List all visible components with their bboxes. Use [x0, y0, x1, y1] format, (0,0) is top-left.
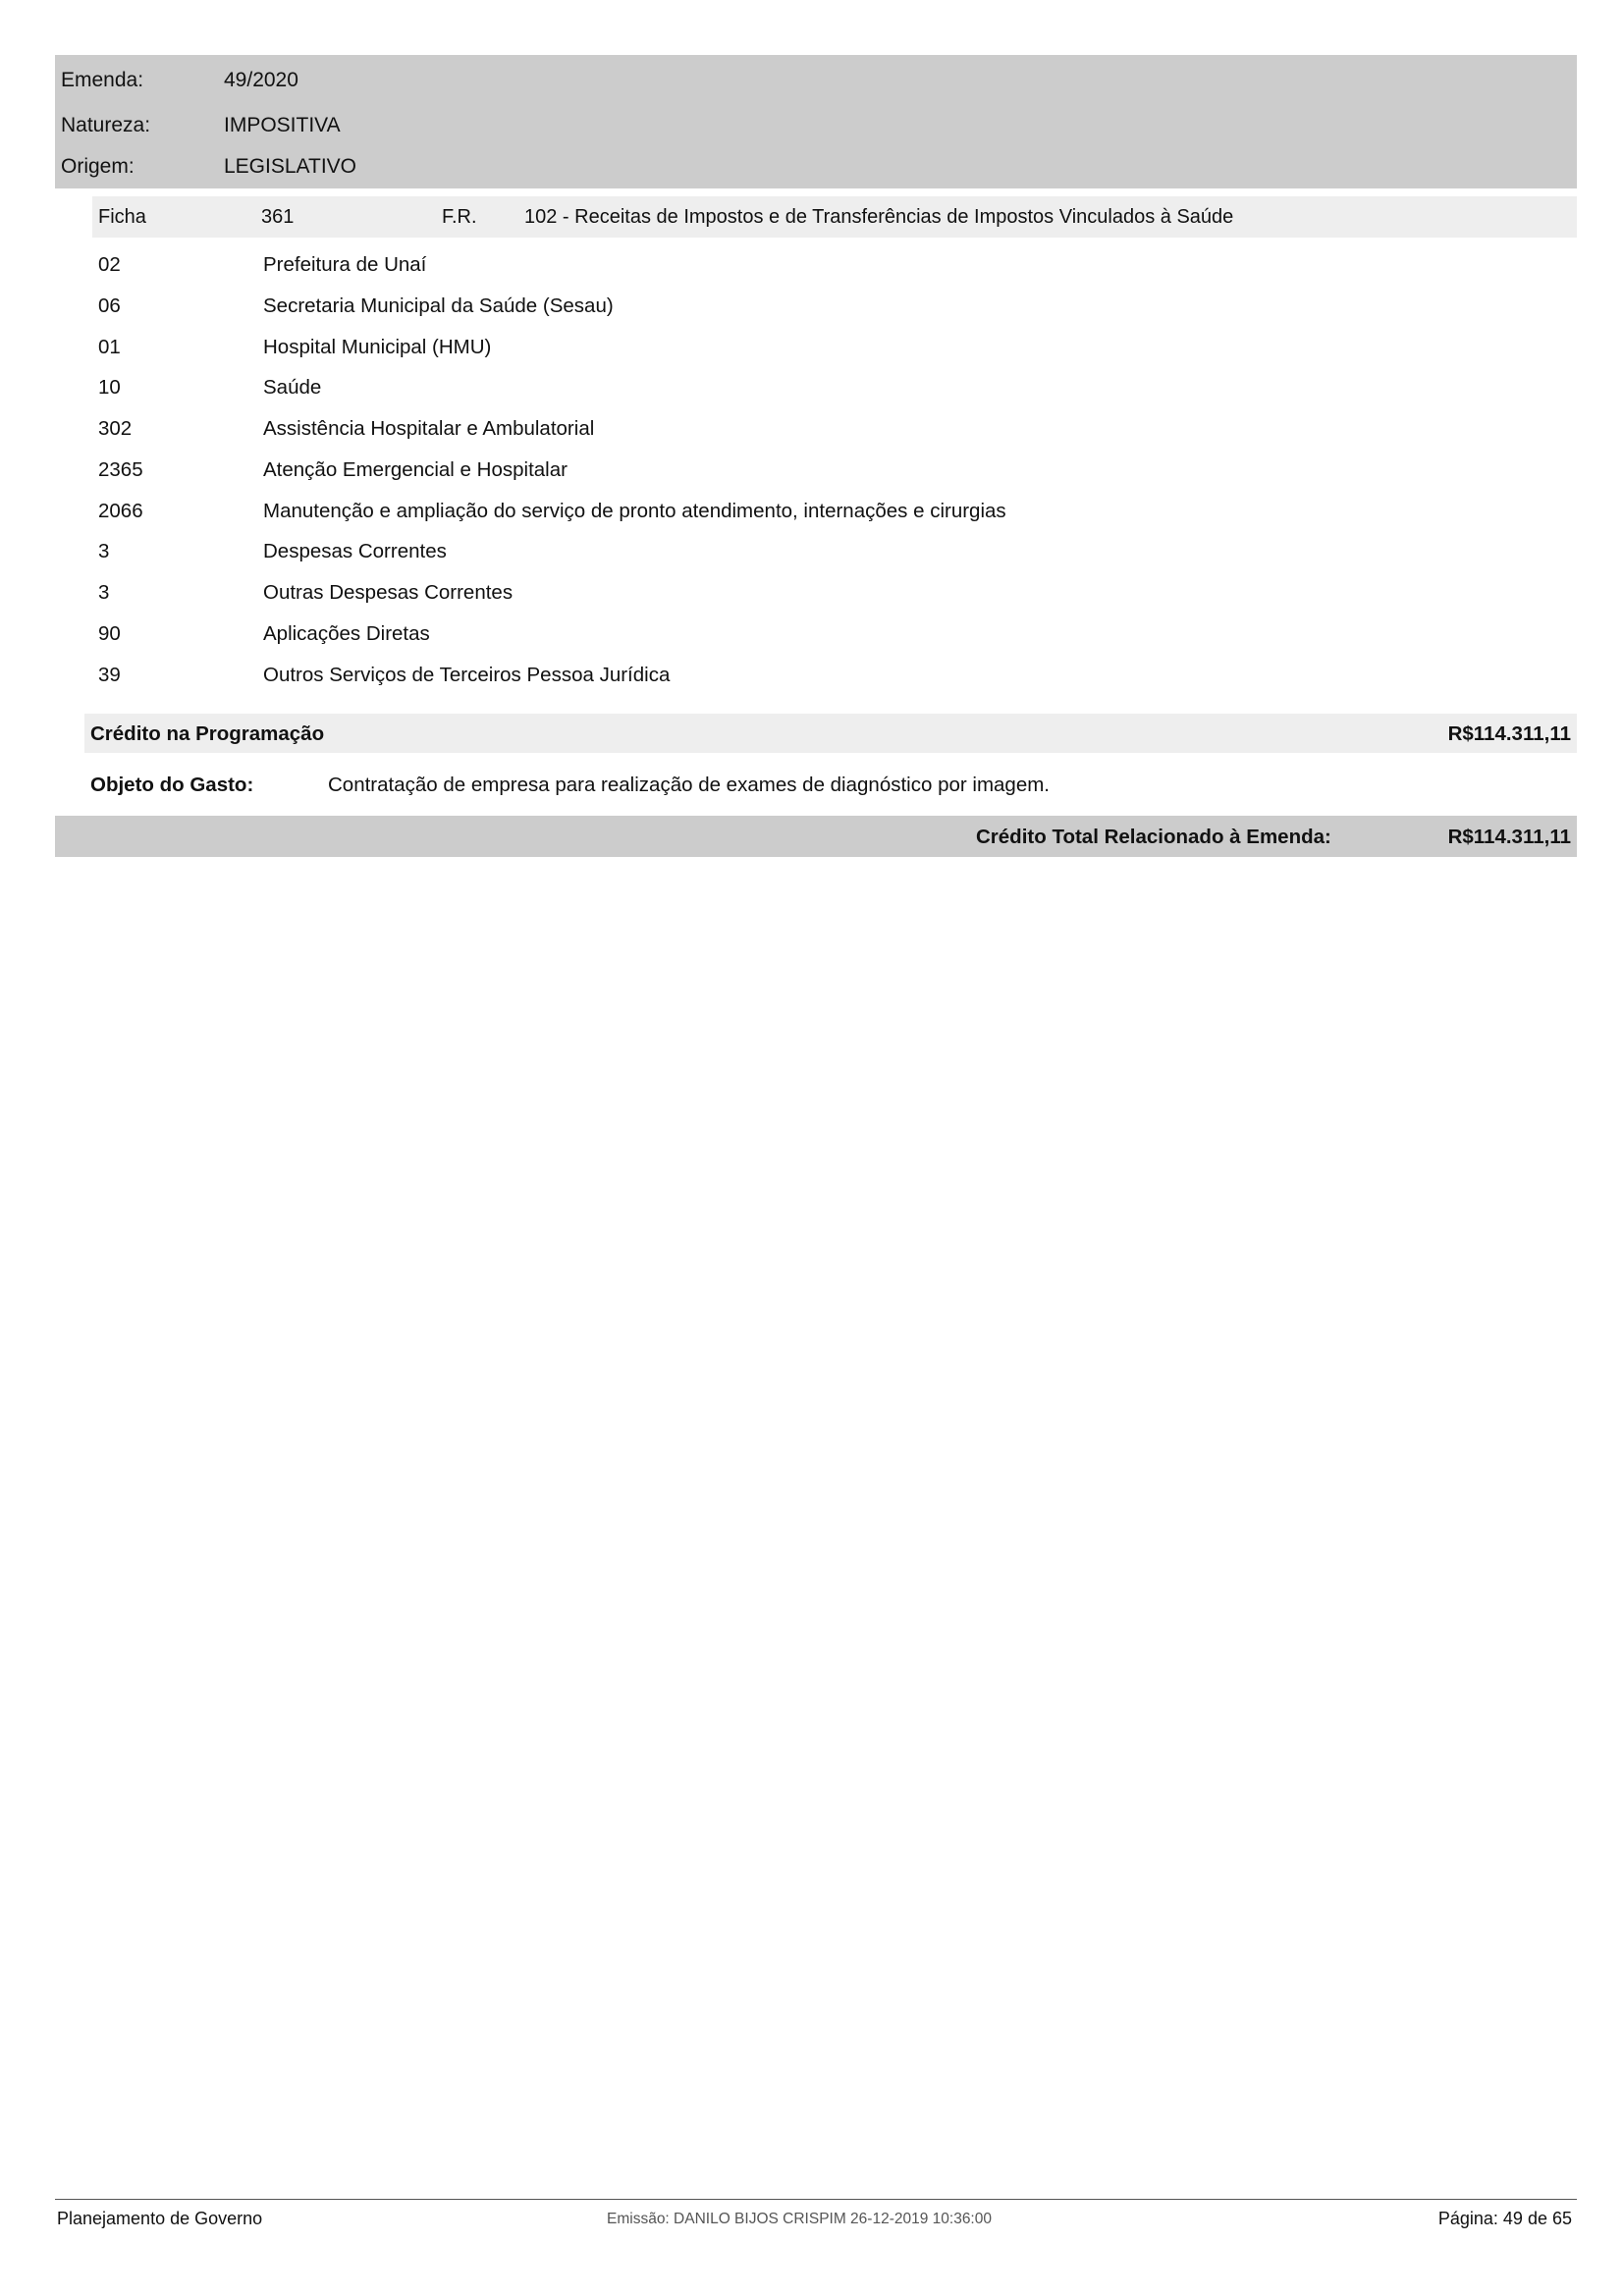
item-code: 3 [98, 540, 110, 562]
item-code: 06 [98, 294, 121, 317]
credito-total-bar [55, 816, 1577, 857]
item-description: Hospital Municipal (HMU) [263, 336, 492, 358]
footer-department: Planejamento de Governo [57, 2209, 263, 2228]
item-description: Atenção Emergencial e Hospitalar [263, 458, 568, 481]
item-code: 2066 [98, 500, 143, 522]
item-description: Assistência Hospitalar e Ambulatorial [263, 417, 595, 440]
origem-label: Origem: [61, 155, 135, 178]
item-code: 01 [98, 336, 121, 358]
total-label: Crédito Total Relacionado à Emenda: [976, 826, 1331, 848]
emenda-header [55, 55, 1577, 188]
item-description: Outros Serviços de Terceiros Pessoa Jurídica [263, 664, 671, 686]
footer-divider [55, 2199, 1577, 2200]
fonte-recurso-value: 102 - Receitas de Impostos e de Transferências de Impostos Vinculados à Saúde [524, 206, 1234, 228]
item-code: 39 [98, 664, 121, 686]
emenda-value: 49/2020 [224, 69, 298, 91]
item-code: 2365 [98, 458, 143, 481]
fonte-recurso-label: F.R. [442, 206, 477, 228]
item-description: Prefeitura de Unaí [263, 253, 427, 276]
natureza-label: Natureza: [61, 114, 151, 136]
ficha-bar [92, 196, 1577, 238]
item-description: Outras Despesas Correntes [263, 581, 514, 604]
item-code: 302 [98, 417, 133, 440]
item-description: Manutenção e ampliação do serviço de pronto atendimento, internações e cirurgias [263, 500, 1006, 522]
item-code: 90 [98, 622, 121, 645]
total-value: R$114.311,11 [1447, 826, 1571, 848]
credito-programacao-bar [84, 714, 1577, 753]
item-code: 10 [98, 376, 121, 399]
item-code: 3 [98, 581, 110, 604]
objeto-value: Contratação de empresa para realização de exames de diagnóstico por imagem. [328, 774, 1050, 796]
item-description: Despesas Correntes [263, 540, 447, 562]
emenda-label: Emenda: [61, 69, 144, 91]
origem-value: LEGISLATIVO [224, 155, 356, 178]
objeto-label: Objeto do Gasto: [90, 774, 254, 796]
ficha-number: 361 [261, 206, 295, 228]
item-code: 02 [98, 253, 121, 276]
natureza-value: IMPOSITIVA [224, 114, 341, 136]
item-description: Aplicações Diretas [263, 622, 430, 645]
credito-value: R$114.311,11 [1447, 722, 1571, 745]
footer-emission: Emissão: DANILO BIJOS CRISPIM 26-12-2019 10:36:00 [607, 2211, 992, 2227]
credito-label: Crédito na Programação [90, 722, 325, 745]
ficha-label: Ficha [98, 206, 146, 228]
footer-page-number: Página: 49 de 65 [1437, 2209, 1572, 2228]
item-description: Secretaria Municipal da Saúde (Sesau) [263, 294, 614, 317]
item-description: Saúde [263, 376, 322, 399]
